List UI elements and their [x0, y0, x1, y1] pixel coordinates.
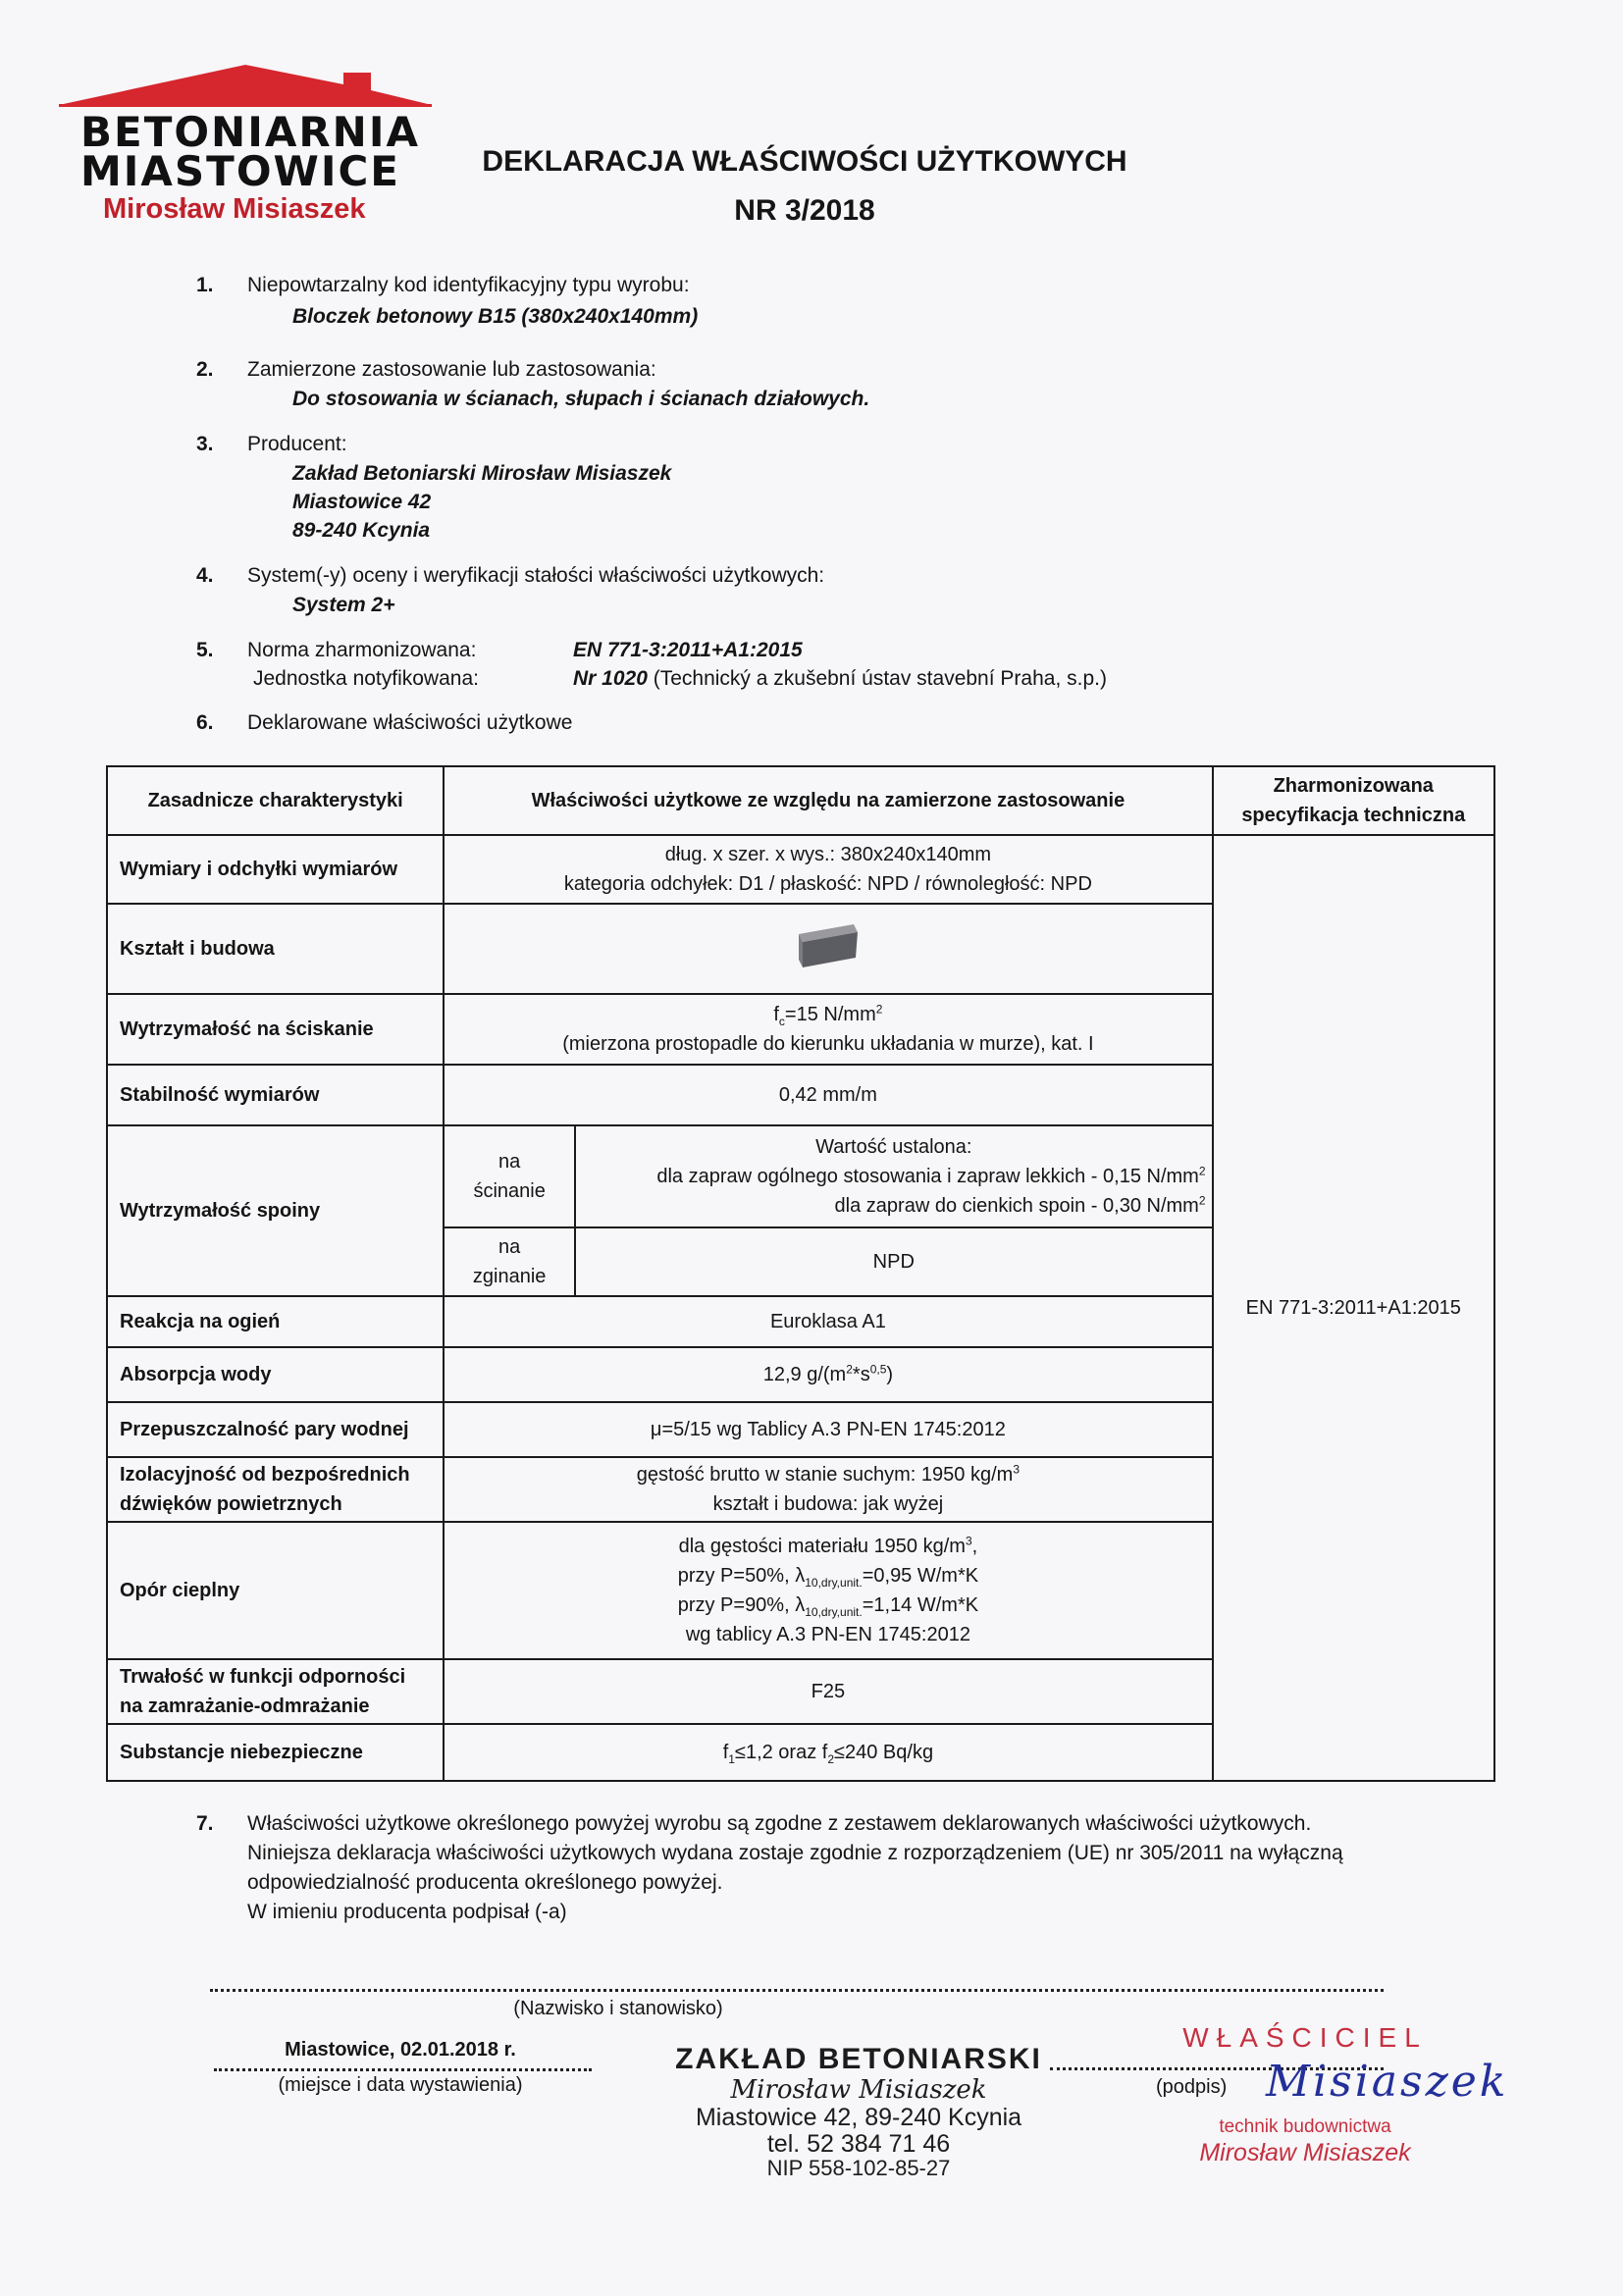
- row-value: Euroklasa A1: [444, 1296, 1212, 1347]
- thin-joint-mortar-value: dla zapraw do cienkich spoin - 0,30 $N/mm^2$: [834, 1193, 1206, 1217]
- row-value: F25: [444, 1659, 1212, 1724]
- handwritten-signature: Misiaszek: [1266, 2057, 1509, 2107]
- properties-table: [106, 765, 1495, 1782]
- section-7-number: 7.: [196, 1812, 214, 1835]
- company-stamp: [648, 2043, 1070, 2180]
- section-label: Norma zharmonizowana:: [247, 639, 477, 661]
- producer-name: Zakład Betoniarski Mirosław Misiaszek: [292, 462, 672, 485]
- owner-stamp-title: WŁAŚCICIEL: [1182, 2022, 1428, 2053]
- stamp-nip: NIP 558-102-85-27: [766, 2156, 951, 2180]
- owner-stamp-profession: technik budownictwa: [1219, 2116, 1391, 2137]
- logo-line-1: BETONIARNIA: [80, 108, 420, 156]
- producer-postcode: 89-240 Kcynia: [292, 519, 431, 542]
- title-line-1: DEKLARACJA WŁAŚCIWOŚCI UŻYTKOWYCH: [482, 145, 1127, 178]
- row-characteristic: Stabilność wymiarów: [107, 1065, 444, 1125]
- place-caption: (miejsce i data wystawienia): [278, 2074, 523, 2096]
- density-value: gęstość brutto w stanie suchym: 1950 $kg/m^3$: [636, 1462, 1020, 1486]
- table-header-row: [107, 766, 1494, 835]
- shape-note: kształt i budowa: jak wyżej: [712, 1493, 944, 1515]
- section-number: 4.: [196, 564, 214, 587]
- row-value: [444, 835, 1212, 904]
- compressive-strength-value: $f_c=15$ $N/mm^2$: [773, 1002, 883, 1028]
- notified-body-label: Jednostka notyfikowana:: [253, 667, 479, 690]
- name-line: [210, 1989, 1384, 1992]
- section-number: 2.: [196, 358, 214, 381]
- section-label: System(-y) oceny i weryfikacji stałości właściwości użytkowych:: [247, 564, 825, 587]
- place-date: Miastowice, 02.01.2018 r.: [285, 2039, 516, 2061]
- document-title: [471, 137, 1138, 235]
- row-characteristic: Izolacyjność od bezpośrednich dźwięków powietrznych: [107, 1457, 444, 1522]
- row-characteristic: Wymiary i odchyłki wymiarów: [107, 835, 444, 904]
- notified-body-number: Nr 1020: [573, 667, 648, 690]
- row-value: [444, 1457, 1212, 1522]
- section-label: Niepowtarzalny kod identyfikacyjny typu wyrobu:: [247, 274, 690, 296]
- section-number: 5.: [196, 639, 214, 661]
- section-value: Bloczek betonowy B15 (380x240x140mm): [292, 305, 699, 328]
- section-value: Do stosowania w ścianach, słupach i ścianach działowych.: [292, 388, 870, 410]
- row-characteristic: Trwałość w funkcji odporności na zamrażanie-odmrażanie: [107, 1659, 444, 1724]
- row-value: 12,9 $g/(m^2*s^{0,5})$: [444, 1347, 1212, 1402]
- subcategory-shear: na ścinanie: [444, 1125, 575, 1227]
- name-caption: (Nazwisko i stanowisko): [513, 1998, 723, 2019]
- declaration-line: Niniejsza deklaracja właściwości użytkowych wydana zostaje zgodnie z rozporządzeniem (UE) nr 305/2011 na wyłączną: [247, 1842, 1343, 1864]
- dimensions-value: dług. x szer. x wys.: 380x240x140mm: [664, 844, 992, 865]
- row-characteristic: Reakcja na ogień: [107, 1296, 444, 1347]
- row-value: [444, 994, 1212, 1065]
- harmonized-standard: EN 771-3:2011+A1:2015: [573, 639, 803, 661]
- declaration-line: Właściwości użytkowe określonego powyżej wyrobu są zgodne z zestawem deklarowanych właściwości użytkowych.: [247, 1812, 1312, 1835]
- stamp-company: ZAKŁAD BETONIARSKI: [675, 2043, 1042, 2075]
- row-characteristic: Kształt i budowa: [107, 904, 444, 994]
- row-characteristic: Absorpcja wody: [107, 1347, 444, 1402]
- header-characteristics: Zasadnicze charakterystyki: [107, 766, 444, 835]
- row-value: $f_1\le 1,2$ oraz $f_2\le 240$ Bq/kg: [444, 1724, 1212, 1781]
- section-number: 6.: [196, 711, 214, 734]
- logo-line-2: MIASTOWICE: [80, 147, 400, 195]
- row-characteristic: Substancje niebezpieczne: [107, 1724, 444, 1781]
- row-value: 0,42 mm/m: [444, 1065, 1212, 1125]
- section-label: Deklarowane właściwości użytkowe: [247, 711, 573, 734]
- section-label: Zamierzone zastosowanie lub zastosowania:: [247, 358, 656, 381]
- row-value: [575, 1125, 1212, 1227]
- section-7-text: [247, 1809, 1474, 1927]
- row-value: NPD: [575, 1227, 1212, 1296]
- owner-stamp-name: Mirosław Misiaszek: [1199, 2139, 1411, 2166]
- stamp-phone: tel. 52 384 71 46: [766, 2130, 951, 2158]
- title-number: NR 3/2018: [734, 194, 875, 227]
- section-label: Producent:: [247, 433, 347, 455]
- stamp-address: Miastowice 42, 89-240 Kcynia: [695, 2104, 1022, 2131]
- notified-body-name: (Technický a zkušební ústav stavební Praha, s.p.): [647, 667, 1107, 690]
- subcategory-bending: na zginanie: [444, 1227, 575, 1296]
- signature-caption: (podpis): [1156, 2076, 1228, 2098]
- fixed-value-label: Wartość ustalona:: [815, 1136, 972, 1158]
- general-mortar-value: dla zapraw ogólnego stosowania i zapraw lekkich - 0,15 $N/mm^2$: [656, 1164, 1206, 1187]
- thermal-p90: przy P=90%, $\lambda_{10,dry,unit.}=1,14$ W/m*K: [677, 1594, 979, 1619]
- table-row: [107, 835, 1494, 904]
- place-date-line: [214, 2068, 592, 2071]
- thermal-reference: wg tablicy A.3 PN-EN 1745:2012: [685, 1624, 970, 1645]
- concrete-block-image: [795, 920, 862, 969]
- declaration-line: W imieniu producenta podpisał (-a): [247, 1901, 567, 1923]
- compressive-strength-note: (mierzona prostopadle do kierunku układania w murze), kat. I: [562, 1033, 1094, 1055]
- producer-address: Miastowice 42: [292, 491, 432, 513]
- section-number: 1.: [196, 274, 214, 296]
- header-performance: Właściwości użytkowe ze względu na zamierzone zastosowanie: [444, 766, 1212, 835]
- spec-cell: EN 771-3:2011+A1:2015: [1213, 835, 1494, 1781]
- declaration-line: odpowiedzialność producenta określonego powyżej.: [247, 1871, 723, 1894]
- thermal-density: dla gęstości materiału 1950 $kg/m^3$,: [678, 1534, 978, 1557]
- tolerance-value: kategoria odchyłek: D1 / płaskość: NPD / równoległość: NPD: [563, 873, 1092, 895]
- stamp-owner: Mirosław Misiaszek: [730, 2075, 987, 2105]
- logo-owner-name: Mirosław Misiaszek: [103, 193, 366, 225]
- row-characteristic: Przepuszczalność pary wodnej: [107, 1402, 444, 1457]
- thermal-p50: przy P=50%, $\lambda_{10,dry,unit.}=0,95$ W/m*K: [677, 1565, 979, 1590]
- row-characteristic: Opór cieplny: [107, 1522, 444, 1659]
- section-value: System 2+: [292, 594, 395, 616]
- notified-body-value: [573, 664, 1107, 694]
- row-value: [444, 904, 1212, 994]
- section-number: 3.: [196, 433, 214, 455]
- header-specification: Zharmonizowana specyfikacja techniczna: [1213, 766, 1494, 835]
- row-characteristic: Wytrzymałość na ściskanie: [107, 994, 444, 1065]
- row-value: [444, 1522, 1212, 1659]
- company-logo: [59, 61, 432, 228]
- row-characteristic: Wytrzymałość spoiny: [107, 1125, 444, 1296]
- row-value: μ=5/15 wg Tablicy A.3 PN-EN 1745:2012: [444, 1402, 1212, 1457]
